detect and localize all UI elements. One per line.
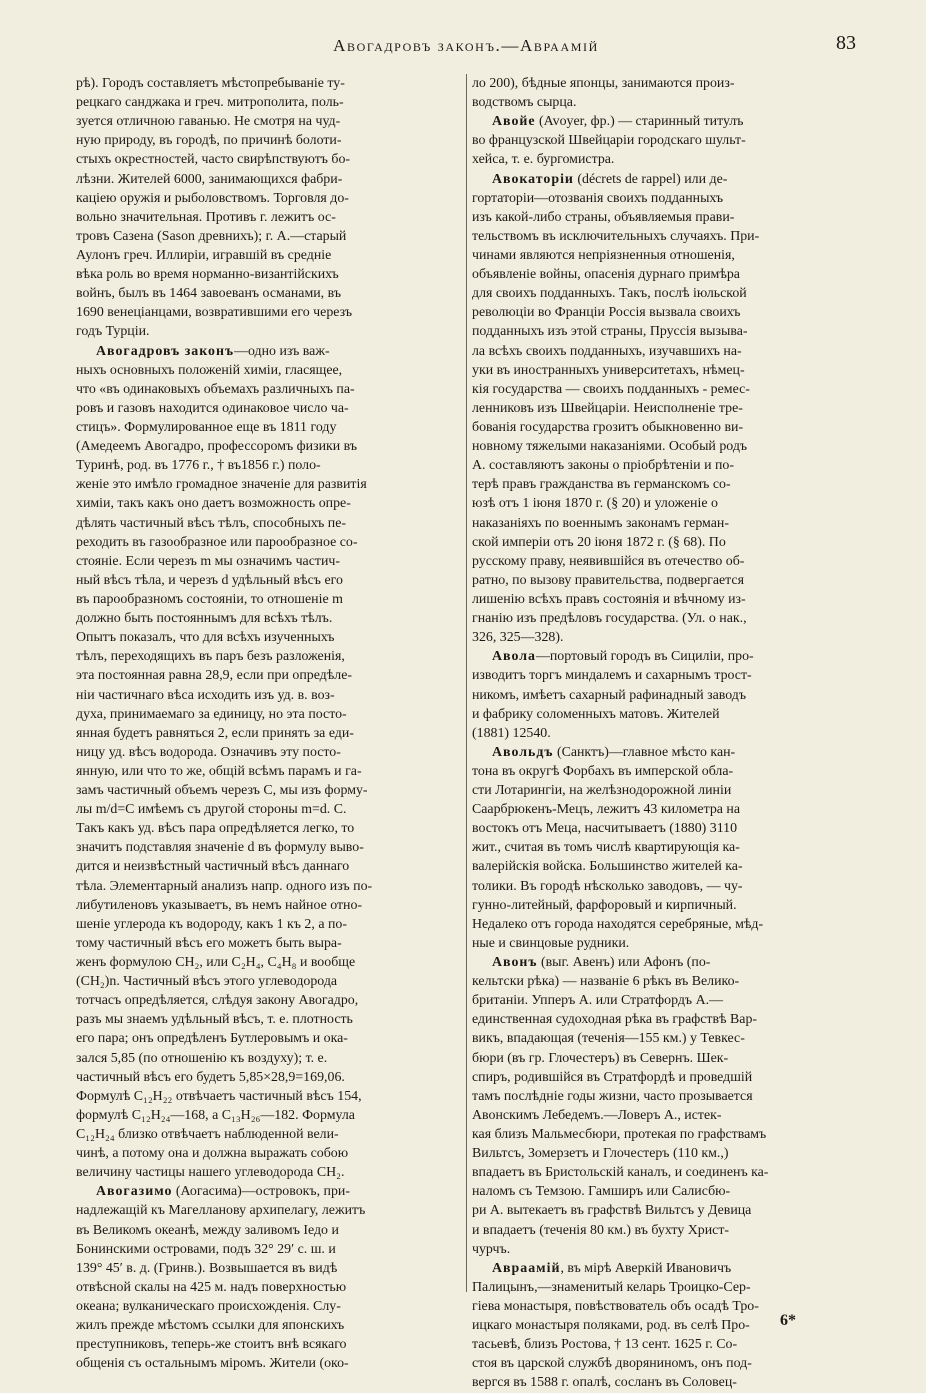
text-line [472, 170, 864, 189]
text-line [76, 246, 468, 265]
text-line [472, 896, 864, 915]
text-line [472, 819, 864, 838]
line-text: стыхъ окрестностей, часто свирѣпствуютъ бо- [76, 152, 351, 168]
text-line [76, 1182, 468, 1201]
line-text: бюри (въ гр. Глочестеръ) въ Севернъ. Шек- [472, 1050, 729, 1066]
line-text: реходить въ газообразное или парообразное со- [76, 534, 358, 550]
text-line [472, 1144, 864, 1163]
text-line [472, 265, 864, 284]
text-line [472, 246, 864, 265]
line-text: (Санктъ)—главное мѣсто кан- [553, 744, 736, 760]
text-line [472, 1201, 864, 1220]
headword: Авонъ [492, 955, 538, 971]
line-text: Вильтсъ, Зомерзетъ и Глочестеръ (110 км.,) [472, 1146, 729, 1162]
text-line [472, 1221, 864, 1240]
text-line [76, 208, 468, 227]
text-line [76, 762, 468, 781]
text-line [472, 1010, 864, 1029]
line-text: жилъ прежде мѣстомъ ссылки для японскихъ [76, 1318, 345, 1334]
text-line [76, 1221, 468, 1240]
headword: Авраамій [492, 1260, 561, 1276]
line-text: Бонинскими островами, подъ 32° 29′ с. ш. и [76, 1241, 336, 1257]
line-text: (выг. Авенъ) или Афонъ (по- [537, 955, 711, 971]
text-line [472, 705, 864, 724]
text-line [76, 150, 468, 169]
text-line [472, 991, 864, 1010]
text-line [76, 456, 468, 475]
line-text: тому частичный вѣсъ его можетъ быть выра- [76, 935, 342, 951]
text-line [472, 1087, 864, 1106]
line-text: Туринѣ, род. въ 1776 г., † въ1856 г.) поло- [76, 458, 321, 474]
line-text: ленниковъ изъ Швейцаріи. Неисполненіе тре- [472, 400, 743, 416]
line-text: эта постоянная равна 28,9, если при опредѣле- [76, 668, 353, 684]
line-text: кія государства — своихъ подданныхъ - ремес- [472, 381, 750, 397]
text-line [76, 1106, 468, 1125]
line-text: изводитъ торгъ миндалемъ и сахарнымъ трост- [472, 668, 752, 684]
text-line [472, 533, 864, 552]
text-line [472, 647, 864, 666]
line-text: тона въ округѣ Форбахъ въ имперской обла- [472, 763, 734, 779]
text-line [472, 857, 864, 876]
page-header [76, 32, 856, 62]
line-text: лы m/d=C имѣемъ съ другой стороны m=d. C. [76, 802, 347, 818]
line-text: стицъ». Формулированное еще въ 1811 году [76, 419, 337, 435]
line-text: объявленіе войны, опасенія дурнаго примѣра [472, 267, 740, 283]
text-line [472, 743, 864, 762]
line-text: наломъ съ Темзою. Гамширъ или Салисбю- [472, 1184, 731, 1200]
text-line [76, 380, 468, 399]
line-text: ную природу, въ городѣ, по причинѣ болоти- [76, 133, 342, 149]
text-line [76, 361, 468, 380]
line-text: зался 5,85 (по отношенію къ воздуху); т. е. [76, 1050, 328, 1066]
line-text: зуется отличною гаванью. Не смотря на чуд- [76, 114, 341, 130]
left-column [76, 74, 468, 1373]
text-line [76, 1316, 468, 1335]
line-text: (décrets de rappel) или де- [573, 171, 728, 187]
line-text: тровъ Сазена (Sason древнихъ); г. А.—старый [76, 228, 347, 244]
text-line [472, 74, 864, 93]
line-text: валерійскія войска. Большинство жителей ка- [472, 859, 743, 875]
line-text: Авонскимъ Лебедемъ.—Ловеръ А., истек- [472, 1107, 722, 1123]
headword: Авокаторіи [492, 171, 574, 187]
text-line [472, 437, 864, 456]
text-line [76, 647, 468, 666]
line-text: А. составляютъ законы о пріобрѣтеніи и по- [472, 458, 735, 474]
text-line [76, 972, 468, 991]
line-text: ицкаго монастыря поляками, род. въ селѣ Про- [472, 1318, 750, 1334]
line-text: 139° 45′ в. д. (Гринв.). Возвышается въ видѣ [76, 1260, 338, 1276]
text-line [76, 170, 468, 189]
line-text: ніи частичнаго вѣса исходить изъ уд. в. воз- [76, 687, 335, 703]
text-line [472, 284, 864, 303]
text-line [472, 972, 864, 991]
line-text: изъ какой-либо страны, объявляемыя прави- [472, 209, 735, 225]
headword: Авола [492, 649, 536, 665]
line-text: (CH₂)n. Частичный вѣсъ этого углеводорода [76, 974, 338, 990]
line-text: Опытъ показалъ, что для всѣхъ изученныхъ [76, 630, 335, 646]
text-line [472, 1163, 864, 1182]
line-text: гіева монастыря, повѣствователь объ осадѣ Тро- [472, 1299, 759, 1314]
text-line [76, 819, 468, 838]
text-line [472, 666, 864, 685]
line-text: никомъ, имѣетъ сахарный рафинадный заводъ [472, 687, 747, 703]
line-text: химіи, такъ какъ оно даетъ возможность опре- [76, 496, 351, 512]
line-text: (Avoyer, фр.) — старинный титулъ [535, 114, 744, 130]
text-line [76, 1240, 468, 1259]
text-line [76, 494, 468, 513]
text-line [76, 74, 468, 93]
line-text: хейса, т. е. бургомистра. [472, 152, 615, 168]
line-text: ри А. вытекаетъ въ графствѣ Вильтсъ у Девица [472, 1203, 752, 1219]
line-text: —одно изъ важ- [234, 343, 330, 359]
text-line [76, 838, 468, 857]
text-line [472, 227, 864, 246]
text-line [76, 342, 468, 361]
text-line [76, 628, 468, 647]
text-line [76, 953, 468, 972]
line-text: стоя въ царской службѣ дворяниномъ, онъ под- [472, 1356, 752, 1372]
text-line [472, 322, 864, 341]
text-line [472, 1106, 864, 1125]
text-line [472, 514, 864, 533]
line-text: чинѣ, а потому она и должна выражать собою [76, 1146, 349, 1162]
text-line [472, 208, 864, 227]
line-text: шеніе углерода къ водороду, какъ 1 къ 2, а по- [76, 916, 347, 932]
line-text: рѣ). Городъ составляетъ мѣстопребываніе ту- [76, 76, 345, 91]
text-line [76, 1201, 468, 1220]
text-line [76, 857, 468, 876]
text-line [472, 399, 864, 418]
text-line [76, 418, 468, 437]
line-text: Палицынъ,—знаменитый келарь Троицко-Сер- [472, 1279, 751, 1295]
line-text: и впадаетъ (теченія 80 км.) въ бухту Христ- [472, 1222, 730, 1238]
text-line [472, 838, 864, 857]
text-line [76, 666, 468, 685]
line-text: юзѣ отъ 1 іюня 1870 г. (§ 20) и уложеніе о [472, 496, 718, 512]
text-line [472, 303, 864, 322]
line-text: сти Лотарингіи, на желѣзнодорожной линіи [472, 783, 732, 799]
line-text: (1881) 12540. [472, 725, 551, 741]
headword: Авогадровъ законъ [96, 343, 235, 359]
text-line [472, 915, 864, 934]
text-line [76, 303, 468, 322]
text-line [472, 131, 864, 150]
page-number: 83 [836, 32, 856, 54]
text-line [76, 781, 468, 800]
line-text: и фабрику соломенныхъ матовъ. Жителей [472, 706, 720, 722]
text-line [76, 800, 468, 819]
line-text: (Аогасима)—островокъ, при- [172, 1184, 350, 1200]
text-line [76, 1278, 468, 1297]
line-text: надлежащій къ Магелланову архипелагу, лежитъ [76, 1203, 366, 1219]
line-text: женъ формулою CH₂, или C₂H₄, C₄H₈ и вообще [76, 955, 356, 971]
line-text: ратно, по вызову правительства, подвергается [472, 572, 744, 588]
text-line [472, 1354, 864, 1373]
running-head: Авогадровъ законъ.—Авраамій [333, 36, 599, 55]
line-text: подданныхъ изъ этой страны, Пруссія вызыва- [472, 324, 748, 340]
text-line [472, 494, 864, 513]
line-text: преступниковъ, теперь-же стоитъ внѣ всякаго [76, 1337, 347, 1353]
text-line [472, 1125, 864, 1144]
text-line [472, 1259, 864, 1278]
line-text: 1690 венеціанцами, возвратившими его черезъ [76, 305, 353, 321]
line-text: новному тяжелыми наказаніями. Особый родъ [472, 439, 748, 455]
line-text: въ Великомъ океанѣ, между заливомъ Іедо и [76, 1222, 339, 1238]
text-line [76, 93, 468, 112]
text-line [76, 227, 468, 246]
line-text: Недалеко отъ города находятся серебряные, мѣд- [472, 916, 764, 932]
text-line [76, 1029, 468, 1048]
line-text: революціи во Франціи Россія вызвала своихъ [472, 305, 741, 321]
line-text: наказаніяхъ по военнымъ законамъ герман- [472, 515, 729, 531]
text-line [472, 628, 864, 647]
line-text: войнъ, былъ въ 1464 завоеванъ османами, въ [76, 286, 342, 302]
text-line [472, 342, 864, 361]
line-text: Такъ какъ уд. вѣсъ пара опредѣляется легко, то [76, 821, 355, 837]
line-text: тѣла. Элементарный анализъ напр. одного изъ по- [76, 878, 373, 894]
text-line [472, 1297, 864, 1316]
text-line [472, 552, 864, 571]
text-line [76, 1010, 468, 1029]
line-text: частичный вѣсъ его будетъ 5,85×28,9=169,06. [76, 1069, 345, 1085]
line-text: кая близъ Мальмесбюри, протекая по графствамъ [472, 1127, 767, 1143]
text-line [76, 1163, 468, 1182]
line-text: толики. Въ городѣ нѣсколько заводовъ, — чу- [472, 878, 743, 894]
line-text: спиръ, родившійся въ Стратфордѣ и проведшій [472, 1069, 753, 1085]
text-line [76, 1335, 468, 1354]
text-line [76, 877, 468, 896]
text-line [76, 399, 468, 418]
text-line [76, 1144, 468, 1163]
text-line [76, 991, 468, 1010]
text-line [76, 265, 468, 284]
line-text: женіе это имѣло громадное значеніе для развитія [76, 477, 367, 493]
text-line [472, 590, 864, 609]
right-column [472, 74, 864, 1393]
line-text: разъ мы знаемъ удѣльный вѣсъ, т. е. плотность [76, 1012, 353, 1028]
line-text: ныхъ основныхъ положеній химіи, гласящее, [76, 362, 343, 378]
line-text: востокъ отъ Меца, насчитываетъ (1880) 3110 [472, 821, 738, 837]
text-line [472, 1316, 864, 1335]
line-text: либутиленовъ указываетъ, въ немъ найное отно- [76, 897, 363, 913]
text-line [76, 189, 468, 208]
text-line [472, 934, 864, 953]
text-line [76, 1068, 468, 1087]
line-text: викъ, впадающая (теченія—155 км.) у Тевкес- [472, 1031, 745, 1047]
text-line [76, 1087, 468, 1106]
text-line [472, 781, 864, 800]
text-line [472, 1029, 864, 1048]
line-text: значитъ подставляя значеніе d въ формулу выво- [76, 840, 364, 856]
text-line [76, 590, 468, 609]
line-text: океана; вулканическаго происхожденія. Слу- [76, 1299, 341, 1314]
line-text: тасьевѣ, близъ Ростова, † 13 сент. 1625 г. Со- [472, 1337, 738, 1353]
line-text: отвѣсной скалы на 425 м. надъ поверхностью [76, 1279, 347, 1295]
text-line [76, 475, 468, 494]
line-text: что «въ одинаковыхъ объемахъ различныхъ па- [76, 381, 355, 397]
line-text: тѣлъ, переходящихъ въ паръ безъ разложенія, [76, 649, 345, 665]
line-text: уки въ иностранныхъ университетахъ, нѣмец- [472, 362, 745, 378]
line-text: въ парообразномъ состояніи, то отношеніе m [76, 591, 343, 607]
text-line [76, 514, 468, 533]
text-line [472, 1049, 864, 1068]
line-text: Аулонъ греч. Иллиріи, игравшій въ средніе [76, 247, 332, 263]
text-line [472, 762, 864, 781]
text-line [76, 705, 468, 724]
line-text: лишенію всѣхъ правъ состоянія и вѣчному из- [472, 591, 746, 607]
line-text: тотчасъ опредѣляется, слѣдуя закону Авогадро, [76, 993, 359, 1009]
line-text: чурчъ. [472, 1241, 511, 1257]
line-text: янная будетъ равняться 2, если принять за еди- [76, 725, 354, 741]
column-rule [466, 74, 467, 1292]
text-line [472, 1335, 864, 1354]
text-line [76, 131, 468, 150]
text-line [472, 724, 864, 743]
line-text: ской имперіи отъ 20 іюня 1872 г. (§ 68). По [472, 534, 726, 550]
line-text: Саарбрюкенъ-Мецъ, лежитъ 43 километра на [472, 802, 741, 818]
text-line [76, 724, 468, 743]
line-text: водствомъ сырца. [472, 95, 577, 111]
text-line [76, 896, 468, 915]
line-text: формулѣ C₁₂H₂₄—168, а C₁₃H₂₆—182. Формула [76, 1107, 355, 1123]
text-line [472, 1373, 864, 1392]
line-text: кельтски рѣка) — названіе 6 рѣкъ въ Велико- [472, 974, 740, 990]
text-line [76, 112, 468, 131]
text-line [76, 1297, 468, 1316]
line-text: духа, принимаемаго за единицу, но эта посто- [76, 706, 347, 722]
line-text: гнанію изъ предѣловъ государства. (Ул. о нак., [472, 611, 747, 627]
text-line [76, 934, 468, 953]
text-line [472, 361, 864, 380]
line-text: годъ Турціи. [76, 324, 150, 340]
text-line [472, 418, 864, 437]
text-line [76, 1125, 468, 1144]
line-text: британіи. Упперъ А. или Стратфордъ А.— [472, 993, 723, 1009]
text-line [76, 686, 468, 705]
text-line [76, 552, 468, 571]
line-text: дится и неизвѣстный частичный вѣсъ даннаго [76, 859, 350, 875]
line-text: вѣка роль во время норманно-византійскихъ [76, 267, 339, 283]
line-text: тамъ послѣдніе годы жизни, часто прозывается [472, 1088, 753, 1104]
text-line [472, 189, 864, 208]
line-text: впадаетъ въ Бристольскій каналъ, и соединенъ ка- [472, 1165, 769, 1181]
text-line [472, 877, 864, 896]
line-text: ло 200), бѣдные японцы, занимаются произ- [472, 76, 735, 91]
text-line [472, 112, 864, 131]
line-text: его пара; онъ опредѣленъ Бутлеровымъ и ока- [76, 1031, 348, 1047]
line-text: гортаторіи—отозванія своихъ подданныхъ [472, 190, 723, 206]
text-line [472, 953, 864, 972]
text-line [472, 609, 864, 628]
line-text: терѣ правъ гражданства въ германскомъ со- [472, 477, 731, 493]
line-text: ные и свинцовые рудники. [472, 935, 630, 951]
line-text: ный вѣсъ тѣла, и черезъ d удѣльный вѣсъ его [76, 572, 343, 588]
line-text: величину частицы нашего углеводорода CH₂. [76, 1165, 345, 1181]
text-line [76, 743, 468, 762]
line-text: (Амедеемъ Авогадро, профессоромъ физики въ [76, 439, 358, 455]
line-text: русскому праву, неявившійся въ отечество об- [472, 553, 745, 569]
text-line [472, 380, 864, 399]
line-text: стояніе. Если черезъ m мы означимъ частич- [76, 553, 340, 569]
headword: Авольдъ [492, 744, 554, 760]
text-line [472, 686, 864, 705]
line-text: во французской Швейцаріи городскаго шульт- [472, 133, 746, 149]
text-line [472, 800, 864, 819]
line-text: Формулѣ C₁₂H₂₂ отвѣчаетъ частичный вѣсъ 154, [76, 1088, 362, 1104]
text-line [472, 1240, 864, 1259]
line-text: —портовый городъ въ Сициліи, про- [535, 649, 754, 665]
text-line [76, 609, 468, 628]
line-text: для своихъ подданныхъ. Такъ, послѣ іюльской [472, 286, 747, 302]
text-line [472, 1278, 864, 1297]
line-text: единственная судоходная рѣка въ графствѣ Вар- [472, 1012, 758, 1028]
text-line [472, 571, 864, 590]
line-text: жит., считая въ томъ числѣ квартирующія ка- [472, 840, 740, 856]
line-text: дѣлять частичный вѣсъ тѣлъ, способныхъ пе- [76, 515, 347, 531]
line-text: гунно-литейный, фарфоровый и кирпичный. [472, 897, 737, 913]
line-text: янную, или что то же, общій всѣмъ парамъ и га- [76, 763, 362, 779]
headword: Авогазимо [96, 1184, 173, 1200]
headword: Авойе [492, 114, 536, 130]
text-line [76, 322, 468, 341]
text-line [472, 93, 864, 112]
line-text: 326, 325—328). [472, 630, 564, 646]
text-line [76, 1049, 468, 1068]
line-text: бованія государства грозитъ обыкновенно ви- [472, 419, 744, 435]
line-text: ровъ и газовъ находится одинаковое число ча- [76, 400, 349, 416]
text-line [76, 571, 468, 590]
text-line [76, 437, 468, 456]
text-line [472, 1182, 864, 1201]
line-text: каціею оружія и рыболовствомъ. Торговля до- [76, 190, 349, 206]
line-text: чинами являются непріязненныя отношенія, [472, 247, 735, 263]
line-text: вергся въ 1588 г. опалѣ, сосланъ въ Соловец- [472, 1375, 737, 1391]
line-text: ницу уд. вѣсъ водорода. Означивъ эту посто- [76, 744, 341, 760]
text-line [472, 1068, 864, 1087]
line-text: должно быть постояннымъ для всѣхъ тѣлъ. [76, 611, 333, 627]
text-line [76, 533, 468, 552]
line-text: общенія съ остальнымъ міромъ. Жители (око- [76, 1356, 349, 1372]
line-text: , въ мірѣ Аверкій Ивановичъ [560, 1260, 732, 1276]
line-text: тельствомъ въ исключительныхъ случаяхъ. При- [472, 228, 760, 244]
line-text: вольно значительная. Противъ г. лежитъ ос- [76, 209, 336, 225]
line-text: ла всѣхъ своихъ подданныхъ, изучавшихъ на- [472, 343, 742, 359]
text-line [472, 475, 864, 494]
line-text: лѣзни. Жителей 6000, занимающихся фабри- [76, 171, 343, 187]
line-text: C₁₂H₂₄ близко отвѣчаетъ наблюденной вели- [76, 1127, 339, 1143]
text-line [76, 284, 468, 303]
text-line [472, 150, 864, 169]
text-line [472, 456, 864, 475]
text-line [76, 915, 468, 934]
signature-mark: 6* [780, 1312, 796, 1329]
line-text: замъ частичный объемъ черезъ С, мы изъ форму- [76, 783, 368, 799]
line-text: рецкаго санджака и греч. митрополита, поль- [76, 95, 344, 111]
text-line [76, 1354, 468, 1373]
text-line [76, 1259, 468, 1278]
